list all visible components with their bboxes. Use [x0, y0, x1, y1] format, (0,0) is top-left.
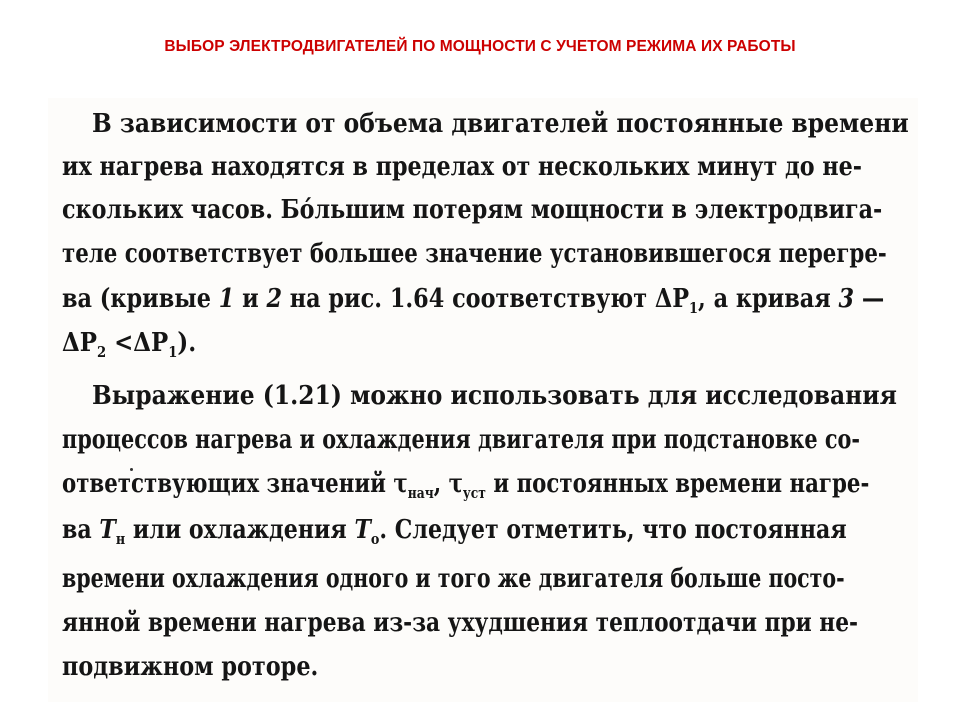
- text-line: янной времени нагрева из-за ухудшения теплоотдачи при не-: [62, 608, 859, 638]
- text-fragment: , а кривая: [698, 284, 839, 314]
- text-line: [62, 283, 885, 317]
- text-line: теле соответствует большее значение установившегося перегре-: [62, 239, 887, 269]
- text-fragment: ответствующих значений τ: [62, 469, 408, 499]
- text-line: их нагрева находятся в пределах от нескольких минут до не-: [62, 152, 862, 182]
- text-fragment: ва (кривые: [62, 284, 219, 314]
- subscript: 1: [689, 299, 699, 317]
- text-line: процессов нагрева и охлаждения двигателя при подстановке со-: [62, 425, 860, 455]
- variable: T: [99, 515, 116, 545]
- text-fragment: и: [234, 284, 267, 314]
- curve-number: 1: [218, 284, 235, 314]
- text-line: [62, 514, 847, 548]
- curve-number: 3: [838, 284, 855, 314]
- subscript: 1: [168, 343, 178, 361]
- text-fragment: ва: [62, 515, 100, 545]
- text-fragment: , τ: [433, 469, 463, 499]
- text-fragment: . Следует отметить, что постоянная: [379, 515, 847, 545]
- variable: T: [354, 515, 371, 545]
- subscript: 2: [96, 343, 107, 361]
- text-fragment: <ΔP: [106, 328, 169, 358]
- text-line: подвижном роторе.: [62, 652, 319, 682]
- text-line: [62, 327, 801, 359]
- text-fragment: на рис. 1.64 соответствуют ΔP: [281, 284, 690, 314]
- subscript: нач: [407, 484, 434, 502]
- text-fragment: и постоянных времени нагре-: [485, 469, 870, 499]
- subscript: о: [370, 530, 380, 548]
- text-line: Выражение (1.21) можно использовать для исследования: [92, 381, 897, 411]
- text-line: [62, 468, 870, 502]
- text-line: В зависимости от объема двигателей постоянные времени: [92, 109, 909, 139]
- page-title: ВЫБОР ЭЛЕКТРОДВИГАТЕЛЕЙ ПО МОЩНОСТИ С УЧЕТОМ РЕЖИМА ИХ РАБОТЫ: [164, 38, 796, 55]
- text-fragment: —: [854, 284, 885, 314]
- curve-number: 2: [266, 284, 282, 314]
- text-fragment: ).: [177, 328, 197, 358]
- subscript: н: [115, 530, 126, 548]
- subscript: уст: [462, 484, 486, 502]
- text-fragment: ΔP: [62, 328, 97, 358]
- text-line: скольких часов. Бо́льшим потерям мощности в электродвига-: [62, 195, 883, 225]
- text-line: времени охлаждения одного и того же двигателя больше посто-: [62, 564, 845, 594]
- text-fragment: или охлаждения: [125, 515, 355, 545]
